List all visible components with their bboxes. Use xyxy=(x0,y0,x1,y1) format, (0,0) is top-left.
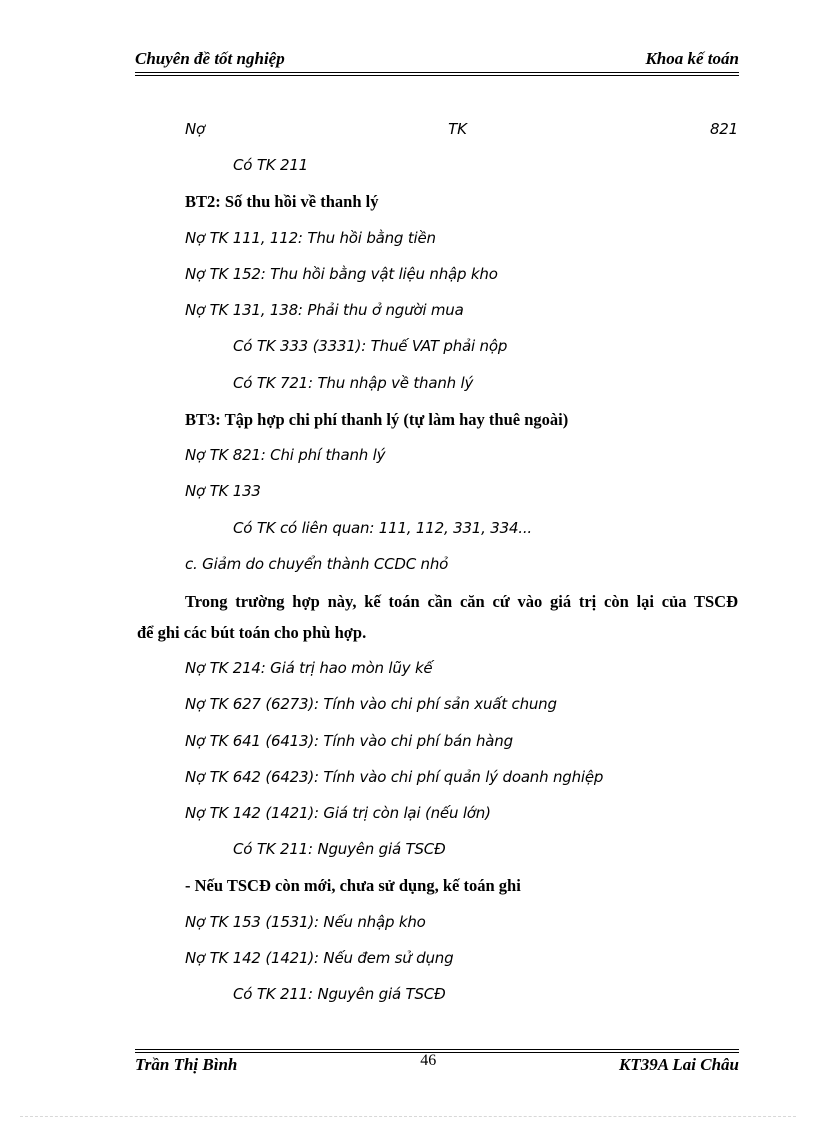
entry-account: TK xyxy=(448,120,467,138)
page-bottom-edge xyxy=(20,1116,796,1117)
body-line: Nợ TK 142 (1421): Giá trị còn lại (nếu lớn) xyxy=(185,804,491,822)
footer-divider xyxy=(135,1049,739,1053)
body-line: Nợ TK 142 (1421): Nếu đem sử dụng xyxy=(185,949,454,967)
body-line: Nợ TK 627 (6273): Tính vào chi phí sản xuất chung xyxy=(185,695,557,713)
page-footer xyxy=(135,1052,739,1075)
body-line: Nợ TK 821: Chi phí thanh lý xyxy=(185,446,386,464)
body-line: Nợ TK 214: Giá trị hao mòn lũy kế xyxy=(185,659,433,677)
body-line-heading: BT2: Số thu hồi về thanh lý xyxy=(185,192,379,211)
body-line: Nợ TK 152: Thu hồi bằng vật liệu nhập kho xyxy=(185,265,498,283)
body-line: Nợ TK 642 (6423): Tính vào chi phí quản lý doanh nghiệp xyxy=(185,768,604,786)
body-paragraph-continuation: để ghi các bút toán cho phù hợp. xyxy=(137,623,367,642)
body-line: Có TK 333 (3331): Thuế VAT phải nộp xyxy=(233,337,508,355)
header-right-title: Khoa kế toán xyxy=(645,49,739,68)
body-line: Có TK có liên quan: 111, 112, 331, 334... xyxy=(233,519,532,537)
body-line: c. Giảm do chuyển thành CCDC nhỏ xyxy=(185,555,449,573)
footer-class: KT39A Lai Châu xyxy=(619,1055,739,1074)
body-line-heading: - Nếu TSCĐ còn mới, chưa sử dụng, kế toán ghi xyxy=(185,876,521,895)
header-left-title: Chuyên đề tốt nghiệp xyxy=(135,49,285,68)
body-line: Có TK 211: Nguyên giá TSCĐ xyxy=(233,985,446,1003)
footer-author: Trần Thị Bình xyxy=(135,1055,238,1074)
body-line: Nợ TK 131, 138: Phải thu ở người mua xyxy=(185,301,464,319)
header-divider xyxy=(135,72,739,76)
body-line: Có TK 211: Nguyên giá TSCĐ xyxy=(233,840,446,858)
page-header xyxy=(135,49,739,69)
body-line: Nợ TK 111, 112: Thu hồi bằng tiền xyxy=(185,229,436,247)
body-line: Nợ TK 153 (1531): Nếu nhập kho xyxy=(185,913,426,931)
body-line: Nợ TK 641 (6413): Tính vào chi phí bán hàng xyxy=(185,732,513,750)
entry-debit: Nợ xyxy=(185,120,205,138)
body-line: Có TK 211 xyxy=(233,156,309,174)
body-line-justified-entry xyxy=(185,120,738,138)
page-number: 46 xyxy=(420,1052,437,1069)
body-line-heading: BT3: Tập hợp chi phí thanh lý (tự làm hay thuê ngoài) xyxy=(185,410,569,429)
body-line: Nợ TK 133 xyxy=(185,482,261,500)
body-line: Có TK 721: Thu nhập về thanh lý xyxy=(233,374,474,392)
body-paragraph-first-line: Trong trường hợp này, kế toán cần căn cứ vào giá trị còn lại của TSCĐ xyxy=(185,592,738,611)
entry-number: 821 xyxy=(709,120,738,138)
